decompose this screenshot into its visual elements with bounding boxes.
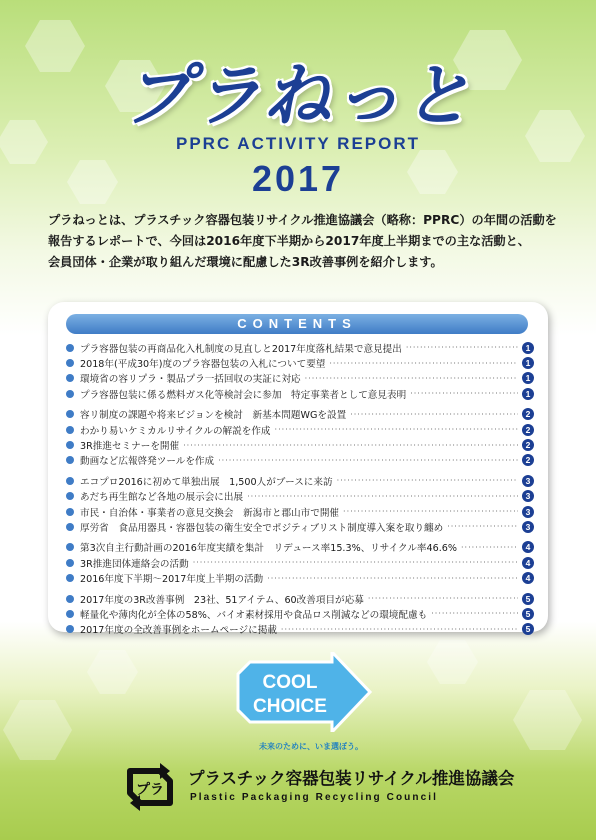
organization-name: プラスチック容器包装リサイクル推進協議会	[188, 769, 515, 788]
contents-panel	[48, 302, 548, 637]
bullet-icon	[66, 625, 74, 633]
contents-item	[66, 355, 534, 370]
bullet-icon	[66, 410, 74, 418]
leader-dots	[406, 343, 518, 352]
cool-choice-line2: CHOICE	[253, 696, 327, 717]
leader-dots	[350, 410, 518, 419]
page-number-badge: 3	[522, 506, 534, 518]
contents-item	[66, 437, 534, 452]
bullet-icon	[66, 543, 74, 551]
bullet-icon	[66, 456, 74, 464]
bullet-icon	[66, 390, 74, 398]
contents-group	[66, 407, 534, 469]
page-number-badge: 1	[522, 372, 534, 384]
contents-item-text: 2018年(平成30年)度のプラ容器包装の入札について要望	[80, 359, 326, 371]
contents-item-text: 軽量化や薄肉化が全体の58%、バイオ素材採用や食品ロス削減などの環境配慮も	[80, 609, 428, 621]
contents-item-text: 市民・自治体・事業者の意見交換会 新潟市と郡山市で開催	[80, 507, 340, 519]
page-number-badge: 3	[522, 490, 534, 502]
bullet-icon	[66, 359, 74, 367]
contents-item-text: プラ容器包装に係る燃料ガス化等検討会に参加 特定事業者として意見表明	[80, 389, 407, 401]
contents-item-text: 厚労省 食品用器具・容器包装の衛生安全でポジティブリスト制度導入案を取り纏め	[80, 522, 444, 534]
contents-heading: CONTENTS	[66, 314, 528, 334]
contents-group	[66, 473, 534, 535]
bullet-icon	[66, 610, 74, 618]
bullet-icon	[66, 574, 74, 582]
contents-item	[66, 340, 534, 355]
contents-item-text: あだち再生館など各地の展示会に出展	[80, 492, 244, 504]
intro-line: プラねっとは、プラスチック容器包装リサイクル推進協議会（略称：PPRC）の年間の活動を	[48, 213, 557, 227]
contents-group	[66, 340, 534, 402]
bullet-icon	[66, 508, 74, 516]
contents-item	[66, 622, 534, 637]
leader-dots	[218, 456, 518, 465]
contents-item-text: 2017年度の3R改善事例 23社、51アイテム、60改善項目が応募	[80, 594, 364, 606]
contents-item	[66, 504, 534, 519]
leader-dots	[305, 374, 518, 383]
leader-dots	[247, 492, 518, 501]
bullet-icon	[66, 344, 74, 352]
page-number-badge: 2	[522, 439, 534, 451]
cool-choice-tagline: 未来のために、いま選ぼう。	[259, 742, 363, 751]
intro-line: 報告するレポートで、今回は2016年度下半期から2017年度上半期までの主な活動と、	[48, 234, 530, 248]
contents-item	[66, 473, 534, 488]
contents-item-text: エコプロ2016に初めて単独出展 1,500人がブースに来訪	[80, 476, 333, 488]
page-number-badge: 2	[522, 408, 534, 420]
recycle-mark-icon	[120, 757, 180, 817]
bullet-icon	[66, 492, 74, 500]
contents-item	[66, 371, 534, 386]
leader-dots	[329, 359, 518, 368]
bullet-icon	[66, 441, 74, 449]
page-number-badge: 2	[522, 424, 534, 436]
contents-item	[66, 519, 534, 534]
leader-dots	[193, 558, 518, 567]
page-number-badge: 3	[522, 521, 534, 533]
leader-dots	[267, 574, 518, 583]
bullet-icon	[66, 477, 74, 485]
leader-dots	[368, 594, 518, 603]
page-number-badge: 3	[522, 475, 534, 487]
report-subtitle: PPRC ACTIVITY REPORT	[175, 134, 421, 153]
report-year: 2017	[251, 158, 345, 199]
page-number-badge: 5	[522, 593, 534, 605]
page-number-badge: 4	[522, 572, 534, 584]
leader-dots	[281, 625, 518, 634]
contents-item-text: プラ容器包装の再商品化入札制度の見直しと2017年度落札結果で意見提出	[80, 343, 402, 355]
bullet-icon	[66, 374, 74, 382]
contents-item-text: 容リ制度の課題や将来ビジョンを検討 新基本問題WGを設置	[80, 410, 347, 422]
contents-item-text: 環境省の容リプラ・製品プラ一括回収の実証に対応	[80, 374, 301, 386]
contents-group	[66, 540, 534, 586]
intro-line: 会員団体・企業が取り組んだ環境に配慮した3R改善事例を紹介します。	[48, 255, 443, 269]
page-number-badge: 1	[522, 357, 534, 369]
page-number-badge: 5	[522, 608, 534, 620]
organization-name-en: Plastic Packaging Recycling Council	[190, 792, 439, 803]
contents-item	[66, 422, 534, 437]
contents-item	[66, 489, 534, 504]
leader-dots	[461, 543, 518, 552]
contents-item	[66, 540, 534, 555]
contents-item	[66, 570, 534, 585]
leader-dots	[410, 389, 518, 398]
page-number-badge: 5	[522, 623, 534, 635]
page-number-badge: 1	[522, 388, 534, 400]
leader-dots	[337, 476, 518, 485]
contents-item	[66, 453, 534, 468]
leader-dots	[183, 441, 518, 450]
cool-choice-line1: COOL	[262, 672, 318, 693]
page-number-badge: 2	[522, 454, 534, 466]
bullet-icon	[66, 595, 74, 603]
contents-item-text: 2017年度の全改善事例をホームページに掲載	[80, 625, 277, 637]
leader-dots	[447, 522, 518, 531]
leader-dots	[275, 425, 518, 434]
contents-item-text: 第3次自主行動計画の2016年度実績を集計 リデュース率15.3%、リサイクル率46.6%	[80, 543, 457, 555]
contents-item-text: わかり易いケミカルリサイクルの解説を作成	[80, 425, 271, 437]
bullet-icon	[66, 426, 74, 434]
contents-item-text: 3R推進セミナーを開催	[80, 441, 180, 453]
page-number-badge: 1	[522, 342, 534, 354]
cool-choice-logo	[232, 652, 372, 732]
page-number-badge: 4	[522, 541, 534, 553]
leader-dots	[343, 507, 518, 516]
contents-item	[66, 606, 534, 621]
recycle-mark-label: プラ	[136, 782, 164, 798]
bullet-icon	[66, 559, 74, 567]
contents-item-text: 3R推進団体連絡会の活動	[80, 558, 189, 570]
contents-item-text: 2016年度下半期～2017年度上半期の活動	[80, 574, 264, 586]
contents-item	[66, 386, 534, 401]
intro-text	[48, 210, 558, 273]
contents-group	[66, 591, 534, 637]
contents-item	[66, 407, 534, 422]
contents-item	[66, 555, 534, 570]
bullet-icon	[66, 523, 74, 531]
leader-dots	[431, 609, 518, 618]
page-number-badge: 4	[522, 557, 534, 569]
report-title: プラねっと	[122, 57, 473, 136]
contents-item-text: 動画など広報啓発ツールを作成	[80, 456, 215, 468]
table-of-contents	[66, 340, 534, 642]
contents-item	[66, 591, 534, 606]
